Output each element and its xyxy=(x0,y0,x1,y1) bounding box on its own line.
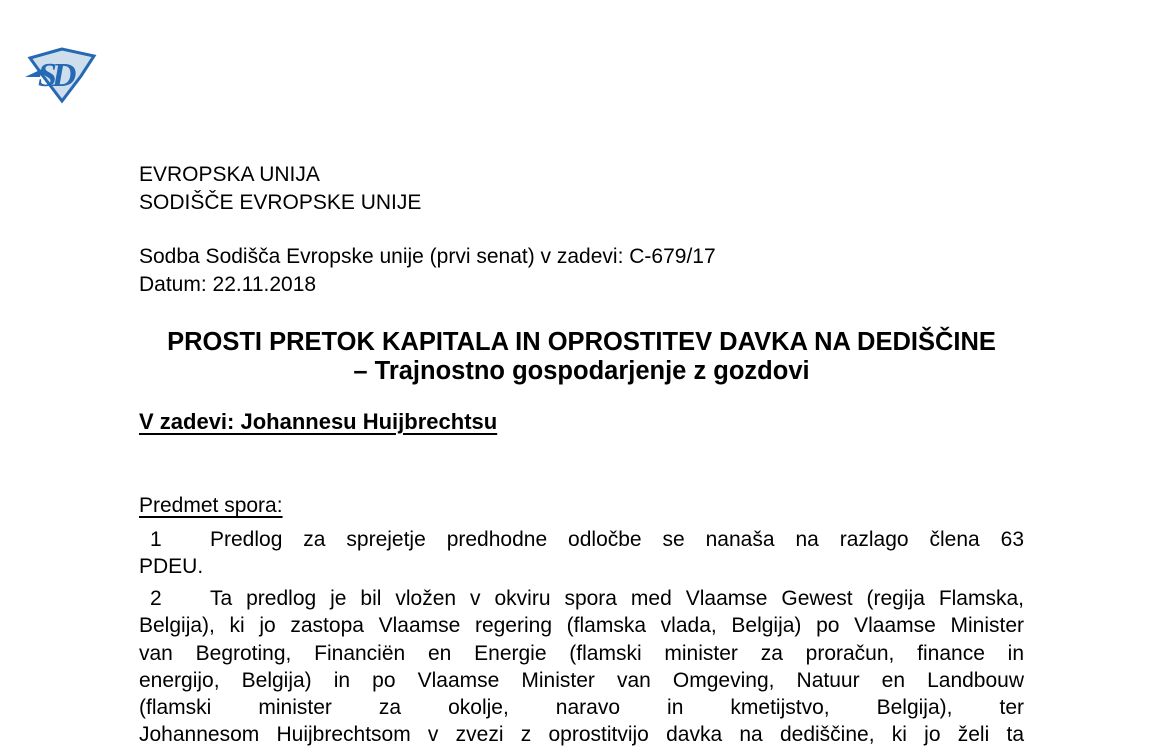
header xyxy=(139,161,1024,217)
paragraph-1-line-2: PDEU. xyxy=(139,555,204,579)
sd-shield-icon xyxy=(24,46,100,105)
date-line: Datum: 22.11.2018 xyxy=(139,273,317,296)
logo-letters: SD xyxy=(38,57,72,94)
paragraph-2-line-3: van Begroting, Financiën en Energie (flamski minister za proračun, finance in xyxy=(139,641,1024,665)
document-title-block xyxy=(139,328,1024,386)
document-title: PROSTI PRETOK KAPITALA IN OPROSTITEV DAVKA NA DEDIŠČINE – Trajnostno gospodarjenje z gozdovi xyxy=(167,328,996,385)
paragraph-2-line-5: (flamski minister za okolje, naravo in kmetijstvo, Belgija), ter xyxy=(139,696,1024,720)
section-heading: Predmet spora: xyxy=(139,494,283,517)
case-subject: V zadevi: Johannesu Huijbrechtsu xyxy=(139,409,498,434)
header-line-court: SODIŠČE EVROPSKE UNIJE xyxy=(139,191,422,214)
header-line-eu: EVROPSKA UNIJA xyxy=(139,163,320,186)
case-number-line: Sodba Sodišča Evropske unije (prvi senat) v zadevi: C-679/17 xyxy=(139,245,716,268)
paragraph-2-line-6: Johannesom Huijbrechtsom v zvezi z oprostitvijo davka na dediščine, ki jo želi ta xyxy=(139,723,1024,747)
paragraph-1-line-1: 1 Predlog za sprejetje predhodne odločbe se nanaša na razlago člena 63 xyxy=(139,526,1024,553)
paragraph-number: 1 xyxy=(150,528,162,551)
paragraph-2-line-2: Belgija), ki jo zastopa Vlaamse regering (flamska vlada, Belgija) po Vlaamse Minister xyxy=(139,614,1024,638)
paragraph-2-line-4: energijo, Belgija) in po Vlaamse Minister van Omgeving, Natuur en Landbouw xyxy=(139,668,1024,692)
paragraph-number: 2 xyxy=(150,587,162,610)
case-info xyxy=(139,243,1024,299)
paragraph-1 xyxy=(139,526,1024,581)
sd-logo xyxy=(24,46,100,105)
paragraph-2-line-1: 2 Ta predlog je bil vložen v okviru spora med Vlaamse Gewest (regija Flamska, xyxy=(139,585,1024,612)
paragraph-2 xyxy=(139,585,1024,749)
